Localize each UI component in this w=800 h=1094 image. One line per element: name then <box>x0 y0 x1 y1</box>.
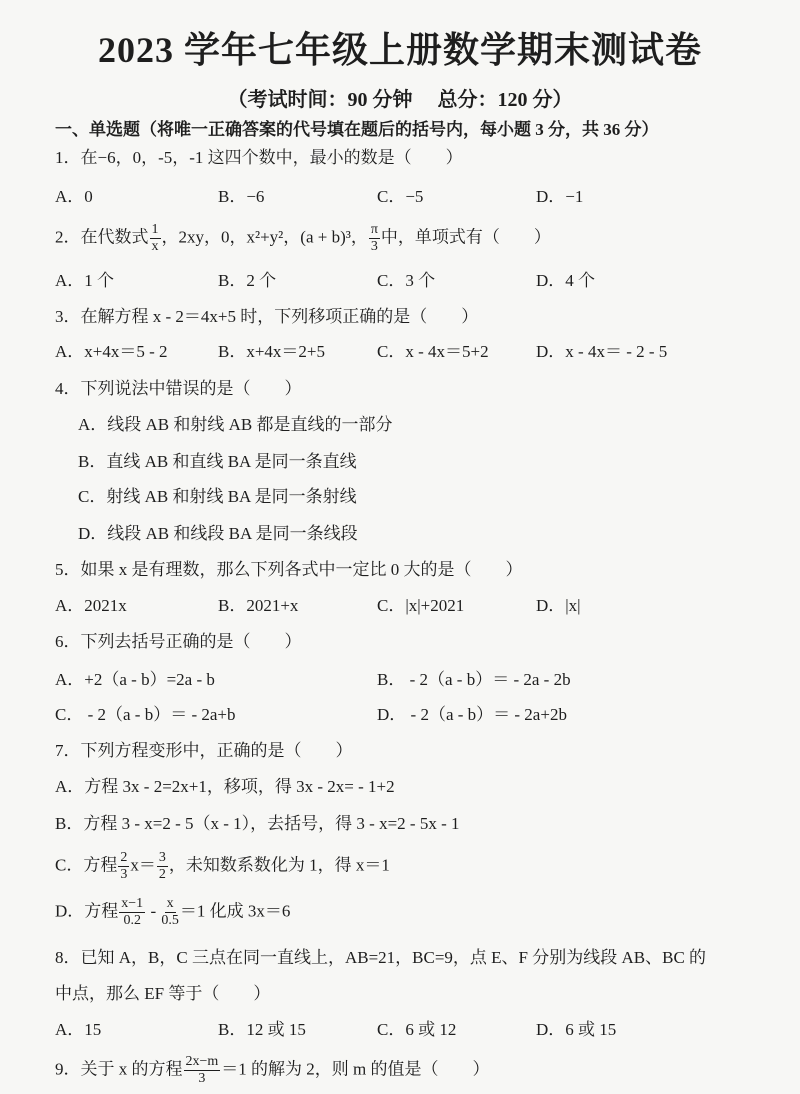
option: B．12 或 15 <box>218 1020 306 1039</box>
text: - <box>146 901 161 921</box>
fraction <box>184 1054 221 1087</box>
option <box>55 896 290 929</box>
numerator: x <box>166 896 174 911</box>
numerator: x−1 <box>121 896 144 911</box>
option: D．x - 4x＝ - 2 - 5 <box>536 342 668 361</box>
text: ＝1 化成 3x＝6 <box>179 901 291 921</box>
option: B．方程 3 - x=2 - 5（x - 1），去括号，得 3 - x=2 - 5x - 1 <box>55 814 460 833</box>
text: ，未知数系数化为 1，得 x＝1 <box>168 855 390 875</box>
denominator: 2 <box>158 867 166 882</box>
numerator: 2 <box>120 850 128 865</box>
numerator: π <box>370 222 378 237</box>
option: B．2 个 <box>218 271 277 290</box>
denominator: x <box>151 239 159 254</box>
fraction <box>161 896 179 929</box>
fraction <box>157 850 168 883</box>
text: D．方程 <box>55 901 119 921</box>
option: B．x+4x＝2+5 <box>218 342 326 361</box>
question-7: 7．下列方程变形中，正确的是（ ） <box>55 741 353 760</box>
question-1: 1．在−6，0，-5，-1 这四个数中，最小的数是（ ） <box>55 148 463 167</box>
denominator: 3 <box>120 867 128 882</box>
denominator: 0.2 <box>123 913 141 928</box>
option: C．−5 <box>377 187 424 206</box>
denominator: 3 <box>198 1071 206 1086</box>
exam-title: 2023 学年七年级上册数学期末测试卷 <box>97 30 702 70</box>
numerator: 1 <box>151 222 159 237</box>
question-3: 3．在解方程 x - 2＝4x+5 时，下列移项正确的是（ ） <box>55 307 479 326</box>
option <box>55 850 390 883</box>
option: A．x+4x＝5 - 2 <box>55 342 168 361</box>
fraction <box>369 222 380 255</box>
option: A．线段 AB 和射线 AB 都是直线的一部分 <box>78 415 393 434</box>
option: D． - 2（a - b）＝ - 2a+2b <box>377 705 567 724</box>
option: B．2021+x <box>218 596 299 615</box>
option: A．+2（a - b）=2a - b <box>55 670 215 689</box>
question-2 <box>55 222 551 255</box>
text: ＝1 的解为 2，则 m 的值是（ ） <box>221 1059 490 1079</box>
option: A．方程 3x - 2=2x+1，移项，得 3x - 2x= - 1+2 <box>55 777 395 796</box>
text: ，2xy，0，x²+y²，(a + b)³， <box>161 227 368 247</box>
option: A．0 <box>55 187 93 206</box>
option: D．线段 AB 和线段 BA 是同一条线段 <box>78 524 358 543</box>
denominator: 0.5 <box>161 913 179 928</box>
option: D．4 个 <box>536 271 596 290</box>
question-5: 5．如果 x 是有理数，那么下列各式中一定比 0 大的是（ ） <box>55 560 523 579</box>
option: A．15 <box>55 1020 102 1039</box>
fraction <box>119 896 145 929</box>
section-heading: 一、单选题（将唯一正确答案的代号填在题后的括号内，每小题 3 分，共 36 分） <box>55 120 659 139</box>
option: D．6 或 15 <box>536 1020 617 1039</box>
fraction <box>118 850 129 883</box>
question-8-cont: 中点，那么 EF 等于（ ） <box>55 984 271 1003</box>
text: x＝ <box>130 855 156 875</box>
text: 2．在代数式 <box>55 227 149 247</box>
option: D．|x| <box>536 596 581 615</box>
option: C．射线 AB 和射线 BA 是同一条射线 <box>78 487 357 506</box>
option: B． - 2（a - b）＝ - 2a - 2b <box>377 670 571 689</box>
option: A．1 个 <box>55 271 115 290</box>
text: 9．关于 x 的方程 <box>55 1059 183 1079</box>
option: B．直线 AB 和直线 BA 是同一条直线 <box>78 452 357 471</box>
denominator: 3 <box>370 239 378 254</box>
option: A．2021x <box>55 596 127 615</box>
exam-info: （考试时间：90 分钟 总分：120 分） <box>227 89 573 111</box>
option: C．6 或 12 <box>377 1020 457 1039</box>
option: D．−1 <box>536 187 584 206</box>
text: 中，单项式有（ ） <box>380 227 551 247</box>
option: C．x - 4x＝5+2 <box>377 342 489 361</box>
numerator: 2x−m <box>185 1054 219 1069</box>
text: C．方程 <box>55 855 118 875</box>
option: B．−6 <box>218 187 265 206</box>
question-6: 6．下列去括号正确的是（ ） <box>55 632 302 651</box>
question-8: 8．已知 A，B，C 三点在同一直线上，AB=21，BC=9，点 E、F 分别为线段 AB、BC 的 <box>55 948 707 967</box>
fraction <box>150 222 161 255</box>
option: C． - 2（a - b）＝ - 2a+b <box>55 705 236 724</box>
option: C．3 个 <box>377 271 436 290</box>
numerator: 3 <box>158 850 166 865</box>
question-4: 4．下列说法中错误的是（ ） <box>55 379 302 398</box>
question-9 <box>55 1054 490 1087</box>
option: C．|x|+2021 <box>377 596 465 615</box>
